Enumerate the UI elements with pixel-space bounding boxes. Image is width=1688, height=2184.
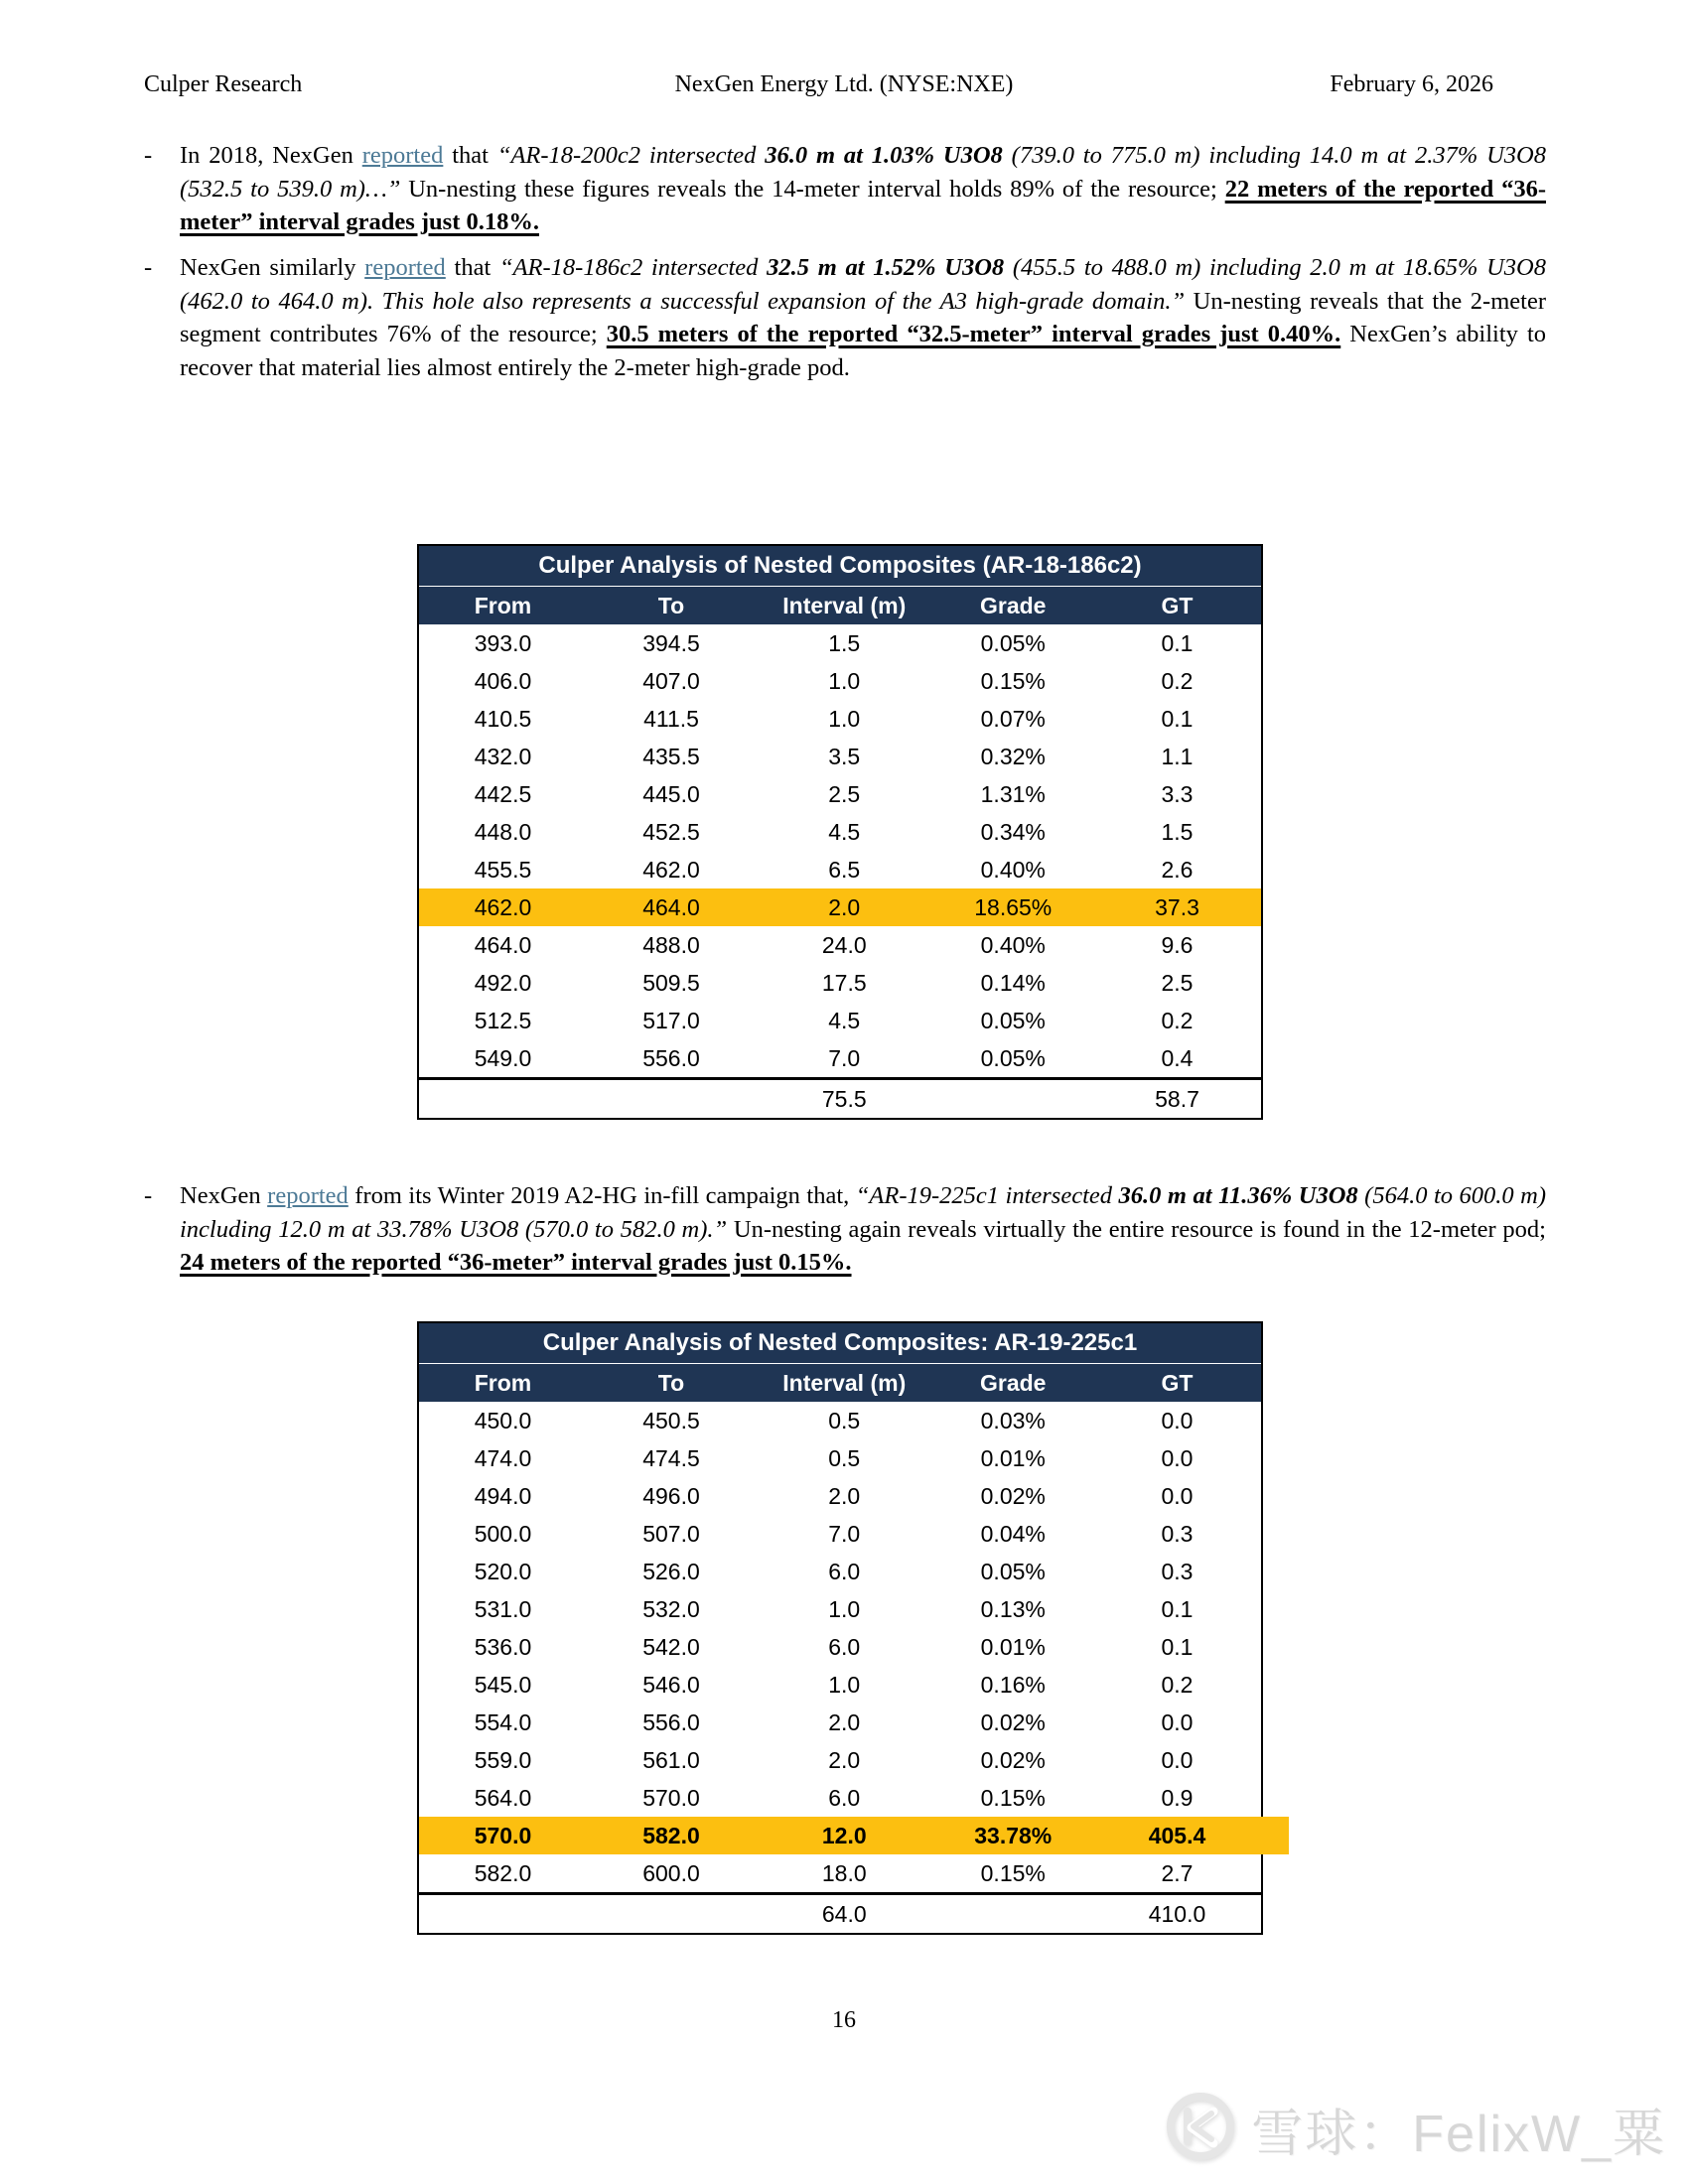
table-cell: 435.5 bbox=[642, 743, 700, 769]
table-cell: 6.0 bbox=[828, 1633, 861, 1660]
table-cell: 24.0 bbox=[821, 931, 867, 958]
table-cell: 0.2 bbox=[1161, 667, 1194, 694]
table-cell: 0.05% bbox=[980, 1558, 1046, 1584]
table-cell: 405.4 bbox=[1093, 1817, 1262, 1854]
text-segment: 36.0 m at 1.03% U3O8 bbox=[765, 142, 1003, 169]
table-cell: 6.0 bbox=[828, 1784, 861, 1811]
table-title-row bbox=[418, 1322, 1262, 1364]
bullet-text bbox=[180, 139, 1546, 239]
page-number: 16 bbox=[832, 2007, 856, 2033]
table-cell: 406.0 bbox=[474, 667, 532, 694]
table-total-row bbox=[418, 1079, 1262, 1120]
table-cell: 2.7 bbox=[1161, 1859, 1194, 1886]
bullet-text bbox=[180, 1179, 1546, 1280]
table-total-cell: 410.0 bbox=[1093, 1894, 1262, 1935]
table-cell: 0.16% bbox=[980, 1671, 1046, 1698]
table-cell: 492.0 bbox=[474, 969, 532, 996]
table-cell: 0.40% bbox=[980, 856, 1046, 883]
table-cell: 0.04% bbox=[980, 1520, 1046, 1547]
bullet-text bbox=[180, 251, 1546, 384]
table-cell: 570.0 bbox=[418, 1817, 587, 1854]
table-cell: 407.0 bbox=[642, 667, 700, 694]
table-row bbox=[418, 1590, 1262, 1628]
table-cell: 0.02% bbox=[980, 1708, 1046, 1735]
table-cell: 464.0 bbox=[474, 931, 532, 958]
table-total-cell: 75.5 bbox=[756, 1079, 933, 1120]
table-cell: 526.0 bbox=[642, 1558, 700, 1584]
table-cell: 1.5 bbox=[828, 629, 861, 656]
table-row bbox=[418, 1515, 1262, 1553]
table-row bbox=[418, 964, 1262, 1002]
text-segment: “AR-18-200c2 intersected bbox=[496, 142, 766, 169]
text-segment: In 2018, NexGen bbox=[180, 142, 362, 169]
table-cell: 549.0 bbox=[474, 1044, 532, 1071]
table-cell: 496.0 bbox=[642, 1482, 700, 1509]
text-segment: Un-nesting reveals that the 2-meter segment contributes 76% of the resource; bbox=[180, 287, 1546, 347]
table-column-header: GT bbox=[1093, 1364, 1262, 1403]
table-row bbox=[418, 738, 1262, 775]
table-cell: 1.0 bbox=[828, 667, 861, 694]
table-column-header: To bbox=[587, 587, 756, 625]
table-cell: 554.0 bbox=[474, 1708, 532, 1735]
table-row bbox=[418, 662, 1262, 700]
text-segment: NexGen bbox=[180, 1182, 268, 1209]
table-cell: 18.0 bbox=[821, 1859, 867, 1886]
table-cell: 0.02% bbox=[980, 1482, 1046, 1509]
table-column-header: From bbox=[418, 1364, 587, 1403]
table-row bbox=[418, 851, 1262, 888]
table-row bbox=[418, 1628, 1262, 1666]
text-segment: 36.0 m at 11.36% U3O8 bbox=[1118, 1182, 1358, 1209]
table-cell: 559.0 bbox=[474, 1746, 532, 1773]
table-cell: 0.34% bbox=[980, 818, 1046, 845]
table-row-highlighted bbox=[418, 1817, 1262, 1854]
table-row bbox=[418, 1002, 1262, 1039]
table-row bbox=[418, 926, 1262, 964]
table-cell: 9.6 bbox=[1161, 931, 1194, 958]
table-column-header: Interval (m) bbox=[756, 1364, 933, 1403]
nested-composites-table-ar-19-225c1 bbox=[417, 1321, 1263, 1935]
table-cell: 1.0 bbox=[828, 705, 861, 732]
table-cell: 536.0 bbox=[474, 1633, 532, 1660]
text-segment: NexGen similarly bbox=[180, 254, 365, 281]
text-segment: (455.5 to 488.0 m) including 2.0 m at 18.65% U3O8 (462.0 to 464.0 m). This hole also represents a successful expansion of the A3 high-grade domain.” bbox=[180, 254, 1546, 315]
table-cell: 561.0 bbox=[642, 1746, 700, 1773]
table-cell: 393.0 bbox=[474, 629, 532, 656]
header-date: February 6, 2026 bbox=[1330, 71, 1493, 97]
text-segment: (739.0 to 775.0 m) including 14.0 m at 2.37% U3O8 (532.5 to 539.0 m)…” bbox=[180, 142, 1546, 203]
table-row bbox=[418, 813, 1262, 851]
text-segment: that bbox=[443, 142, 497, 169]
reported-link[interactable]: reported bbox=[361, 142, 444, 169]
table-cell: 0.01% bbox=[980, 1444, 1046, 1471]
table-cell: 570.0 bbox=[642, 1784, 700, 1811]
table-cell: 6.0 bbox=[828, 1558, 861, 1584]
text-segment: 30.5 meters of the reported “32.5-meter” interval grades just 0.40%. bbox=[606, 321, 1341, 347]
table-cell: 0.14% bbox=[980, 969, 1046, 996]
table-cell: 0.05% bbox=[980, 629, 1046, 656]
table-total-cell bbox=[587, 1079, 756, 1120]
table-cell: 1.1 bbox=[1161, 743, 1194, 769]
table-total-cell bbox=[418, 1894, 587, 1935]
table-cell: 0.05% bbox=[980, 1007, 1046, 1033]
table-row bbox=[418, 700, 1262, 738]
text-segment: NexGen’s ability to recover that material lies almost entirely the 2-meter high-grade pod. bbox=[180, 321, 1546, 381]
table-title: Culper Analysis of Nested Composites (AR-18-186c2) bbox=[418, 545, 1262, 587]
bullet-paragraph-1 bbox=[144, 139, 1546, 239]
table-cell: 0.0 bbox=[1161, 1708, 1194, 1735]
table-cell: 411.5 bbox=[643, 705, 699, 732]
table-row bbox=[418, 1704, 1262, 1741]
table-cell: 6.5 bbox=[828, 856, 861, 883]
table-cell: 0.3 bbox=[1161, 1558, 1194, 1584]
table-cell: 600.0 bbox=[642, 1859, 700, 1886]
xueqiu-snowball-logo-icon bbox=[1164, 2090, 1237, 2168]
table-cell: 452.5 bbox=[642, 818, 700, 845]
table-total-cell: 64.0 bbox=[756, 1894, 933, 1935]
table-row bbox=[418, 1779, 1262, 1817]
table-row bbox=[418, 775, 1262, 813]
table-cell: 0.15% bbox=[980, 667, 1046, 694]
text-segment: that bbox=[445, 254, 499, 281]
bullet-marker: - bbox=[144, 142, 153, 169]
table-cell: 394.5 bbox=[642, 629, 700, 656]
table-cell: 445.0 bbox=[642, 780, 700, 807]
table-cell: 0.32% bbox=[980, 743, 1046, 769]
text-segment: “AR-19-225c1 intersected bbox=[855, 1182, 1119, 1209]
table-cell: 2.0 bbox=[756, 888, 933, 926]
table-cell: 0.0 bbox=[1161, 1444, 1194, 1471]
table-row bbox=[418, 1553, 1262, 1590]
table-cell: 564.0 bbox=[474, 1784, 532, 1811]
table-row bbox=[418, 624, 1262, 662]
table-cell: 512.5 bbox=[474, 1007, 532, 1033]
table-cell: 7.0 bbox=[828, 1044, 861, 1071]
nested-composites-table-ar-18-186c2 bbox=[417, 544, 1263, 1120]
table-cell: 2.5 bbox=[828, 780, 861, 807]
table-cell: 582.0 bbox=[587, 1817, 756, 1854]
table-row bbox=[418, 1039, 1262, 1079]
table-cell: 2.0 bbox=[828, 1746, 861, 1773]
table-cell: 0.1 bbox=[1161, 1595, 1194, 1622]
table-cell: 0.2 bbox=[1161, 1671, 1194, 1698]
table-cell: 462.0 bbox=[642, 856, 700, 883]
table-row bbox=[418, 1402, 1262, 1439]
table-cell: 0.4 bbox=[1161, 1044, 1194, 1071]
table-row-highlighted bbox=[418, 888, 1262, 926]
table-cell: 0.9 bbox=[1161, 1784, 1194, 1811]
table-cell: 509.5 bbox=[642, 969, 700, 996]
table-cell: 0.03% bbox=[980, 1407, 1046, 1433]
table-total-cell bbox=[587, 1894, 756, 1935]
table-total-cell: 58.7 bbox=[1093, 1079, 1262, 1120]
table-cell: 37.3 bbox=[1093, 888, 1262, 926]
table-cell: 4.5 bbox=[828, 818, 861, 845]
header-author: Culper Research bbox=[144, 71, 303, 97]
table-column-header: Grade bbox=[933, 1364, 1094, 1403]
table-row bbox=[418, 1439, 1262, 1477]
table-column-header: From bbox=[418, 587, 587, 625]
table-cell: 474.0 bbox=[474, 1444, 532, 1471]
text-segment: “AR-18-186c2 intersected bbox=[498, 254, 768, 281]
header-company-title: NexGen Energy Ltd. (NYSE:NXE) bbox=[674, 71, 1014, 97]
table-cell: 0.01% bbox=[980, 1633, 1046, 1660]
table-cell: 517.0 bbox=[642, 1007, 700, 1033]
table-column-header-row bbox=[418, 587, 1262, 625]
table-cell: 1.5 bbox=[1161, 818, 1194, 845]
table-cell: 3.5 bbox=[828, 743, 861, 769]
page-header bbox=[0, 71, 1688, 101]
table-cell: 464.0 bbox=[587, 888, 756, 926]
table-cell: 1.0 bbox=[828, 1595, 861, 1622]
bullet-paragraph-2 bbox=[144, 251, 1546, 384]
table-cell: 0.1 bbox=[1161, 705, 1194, 732]
table-column-header: To bbox=[587, 1364, 756, 1403]
text-segment: 22 meters of the reported “36-meter” interval grades just 0.18%. bbox=[180, 175, 1546, 235]
table-cell: 0.15% bbox=[980, 1859, 1046, 1886]
table-cell: 0.02% bbox=[980, 1746, 1046, 1773]
table-cell: 432.0 bbox=[474, 743, 532, 769]
table-cell: 455.5 bbox=[474, 856, 532, 883]
table-row bbox=[418, 1666, 1262, 1704]
table-column-header: Grade bbox=[933, 587, 1094, 625]
table-cell: 0.3 bbox=[1161, 1520, 1194, 1547]
table-cell: 0.1 bbox=[1161, 1633, 1194, 1660]
table-total-cell bbox=[418, 1079, 587, 1120]
table-cell: 450.5 bbox=[642, 1407, 700, 1433]
text-segment: 32.5 m at 1.52% U3O8 bbox=[767, 254, 1005, 281]
table-cell: 0.05% bbox=[980, 1044, 1046, 1071]
table-cell: 582.0 bbox=[474, 1859, 532, 1886]
table-cell: 507.0 bbox=[642, 1520, 700, 1547]
table-cell: 442.5 bbox=[474, 780, 532, 807]
text-segment: Un-nesting again reveals virtually the entire resource is found in the 12-meter pod; bbox=[727, 1215, 1546, 1243]
reported-link[interactable]: reported bbox=[364, 254, 446, 281]
table-cell: 1.31% bbox=[980, 780, 1046, 807]
bullet-marker: - bbox=[144, 254, 153, 281]
table-cell: 7.0 bbox=[828, 1520, 861, 1547]
table-cell: 2.0 bbox=[828, 1482, 861, 1509]
table-cell: 532.0 bbox=[642, 1595, 700, 1622]
table-cell: 33.78% bbox=[933, 1817, 1094, 1854]
table-cell: 0.0 bbox=[1161, 1482, 1194, 1509]
table-cell: 0.1 bbox=[1161, 629, 1194, 656]
table-cell: 0.0 bbox=[1161, 1746, 1194, 1773]
table-cell: 488.0 bbox=[642, 931, 700, 958]
table-cell: 546.0 bbox=[642, 1671, 700, 1698]
bullet-marker: - bbox=[144, 1182, 153, 1209]
table-row bbox=[418, 1741, 1262, 1779]
watermark bbox=[1164, 2090, 1666, 2168]
bullet-paragraph-3 bbox=[144, 1179, 1546, 1280]
table-cell: 0.15% bbox=[980, 1784, 1046, 1811]
table-cell: 0.2 bbox=[1161, 1007, 1194, 1033]
table-cell: 556.0 bbox=[642, 1044, 700, 1071]
table-cell: 542.0 bbox=[642, 1633, 700, 1660]
text-segment: (564.0 to 600.0 m) including 12.0 m at 33.78% U3O8 (570.0 to 582.0 m).” bbox=[180, 1182, 1547, 1243]
table-cell: 0.0 bbox=[1161, 1407, 1194, 1433]
reported-link[interactable]: reported bbox=[267, 1182, 349, 1209]
table-column-header: GT bbox=[1093, 587, 1262, 625]
table-cell: 448.0 bbox=[474, 818, 532, 845]
table-total-cell bbox=[933, 1894, 1094, 1935]
table-cell: 545.0 bbox=[474, 1671, 532, 1698]
table-cell: 4.5 bbox=[828, 1007, 861, 1033]
table-cell: 12.0 bbox=[756, 1817, 933, 1854]
text-segment: 24 meters of the reported “36-meter” interval grades just 0.15%. bbox=[180, 1249, 852, 1276]
table-cell: 450.0 bbox=[474, 1407, 532, 1433]
table-cell: 556.0 bbox=[642, 1708, 700, 1735]
table-cell: 500.0 bbox=[474, 1520, 532, 1547]
table-cell: 531.0 bbox=[474, 1595, 532, 1622]
text-segment: from its Winter 2019 A2-HG in-fill campaign that, bbox=[348, 1182, 856, 1209]
table-title-row bbox=[418, 545, 1262, 587]
table-cell: 1.0 bbox=[828, 1671, 861, 1698]
table-cell: 2.6 bbox=[1161, 856, 1194, 883]
table-cell: 410.5 bbox=[474, 705, 532, 732]
table-total-cell bbox=[933, 1079, 1094, 1120]
table-cell: 17.5 bbox=[821, 969, 867, 996]
table-cell: 18.65% bbox=[933, 888, 1094, 926]
table-cell: 0.5 bbox=[828, 1444, 861, 1471]
table-cell: 0.07% bbox=[980, 705, 1046, 732]
table-cell: 2.5 bbox=[1161, 969, 1194, 996]
table-column-header-row bbox=[418, 1364, 1262, 1403]
text-segment: Un-nesting these figures reveals the 14-meter interval holds 89% of the resource; bbox=[400, 175, 1225, 203]
table-cell: 2.0 bbox=[828, 1708, 861, 1735]
table-cell: 3.3 bbox=[1161, 780, 1194, 807]
table-cell: 494.0 bbox=[474, 1482, 532, 1509]
table-cell: 462.0 bbox=[418, 888, 587, 926]
table-cell: 474.5 bbox=[642, 1444, 700, 1471]
watermark-text: 雪球：FelixW_粟 bbox=[1251, 2106, 1666, 2163]
table-cell: 0.5 bbox=[828, 1407, 861, 1433]
table-cell: 0.40% bbox=[980, 931, 1046, 958]
table-cell: 0.13% bbox=[980, 1595, 1046, 1622]
table-row bbox=[418, 1854, 1262, 1894]
table-row bbox=[418, 1477, 1262, 1515]
table-cell: 520.0 bbox=[474, 1558, 532, 1584]
table-total-row bbox=[418, 1894, 1262, 1935]
table-title: Culper Analysis of Nested Composites: AR-19-225c1 bbox=[418, 1322, 1262, 1364]
table-column-header: Interval (m) bbox=[756, 587, 933, 625]
